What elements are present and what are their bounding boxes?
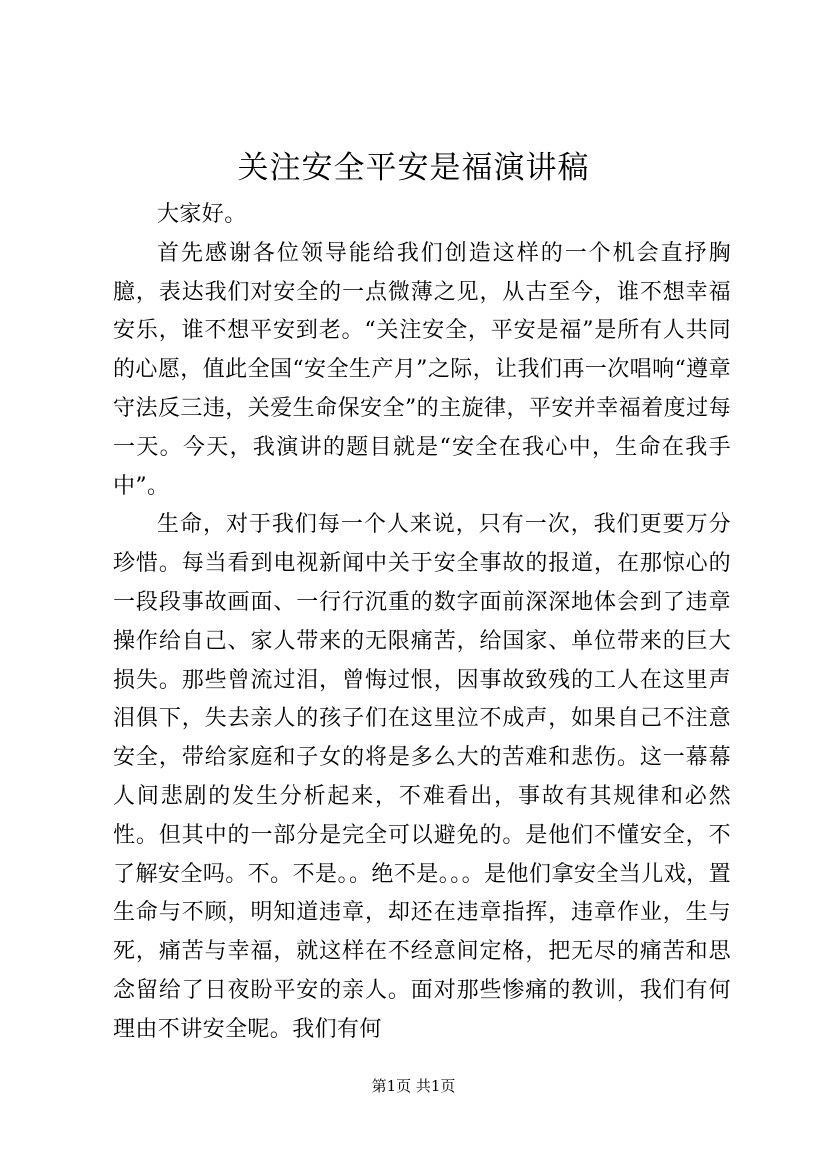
- document-title: 关注安全平安是福演讲稿: [237, 150, 590, 186]
- page-number-label: 第1页 共1页: [371, 1077, 456, 1095]
- document-body: [113, 196, 731, 1050]
- page-footer: [0, 1076, 827, 1096]
- paragraph-life: 生命，对于我们每一个人来说，只有一次，我们更要万分珍惜。每当看到电视新闻中关于安全事故的报道，在那惊心的一段段事故画面、一行行沉重的数字面前深深地体会到了违章操作给自己、家人带来的无限痛苦，给国家、单位带来的巨大损失。那些曾流过泪，曾悔过恨，因事故致残的工人在这里声泪俱下，失去亲人的孩子们在这里泣不成声，如果自己不注意安全，带给家庭和子女的将是多么大的苦难和悲伤。这一幕幕人间悲剧的发生分析起来，不难看出，事故有其规律和必然性。但其中的一部分是完全可以避免的。是他们不懂安全，不了解安全吗。不。不是。。绝不是。。。是他们拿安全当儿戏，置生命与不顾，明知道违章，却还在违章指挥，违章作业，生与死，痛苦与幸福，就这样在不经意间定格，把无尽的痛苦和思念留给了日夜盼平安的亲人。面对那些惨痛的教训，我们有何理由不讲安全呢。我们有何: [113, 512, 731, 1042]
- paragraph-greeting: 大家好。: [157, 202, 247, 227]
- paragraph-intro: 首先感谢各位领导能给我们创造这样的一个机会直抒胸臆，表达我们对安全的一点微薄之见，从古至今，谁不想幸福安乐，谁不想平安到老。“关注安全，平安是福”是所有人共同的心愿，值此全国“安全生产月”之际，让我们再一次唱响“遵章守法反三违，关爱生命保安全”的主旋律，平安并幸福着度过每一天。今天，我演讲的题目就是“安全在我心中，生命在我手中”。: [113, 240, 731, 499]
